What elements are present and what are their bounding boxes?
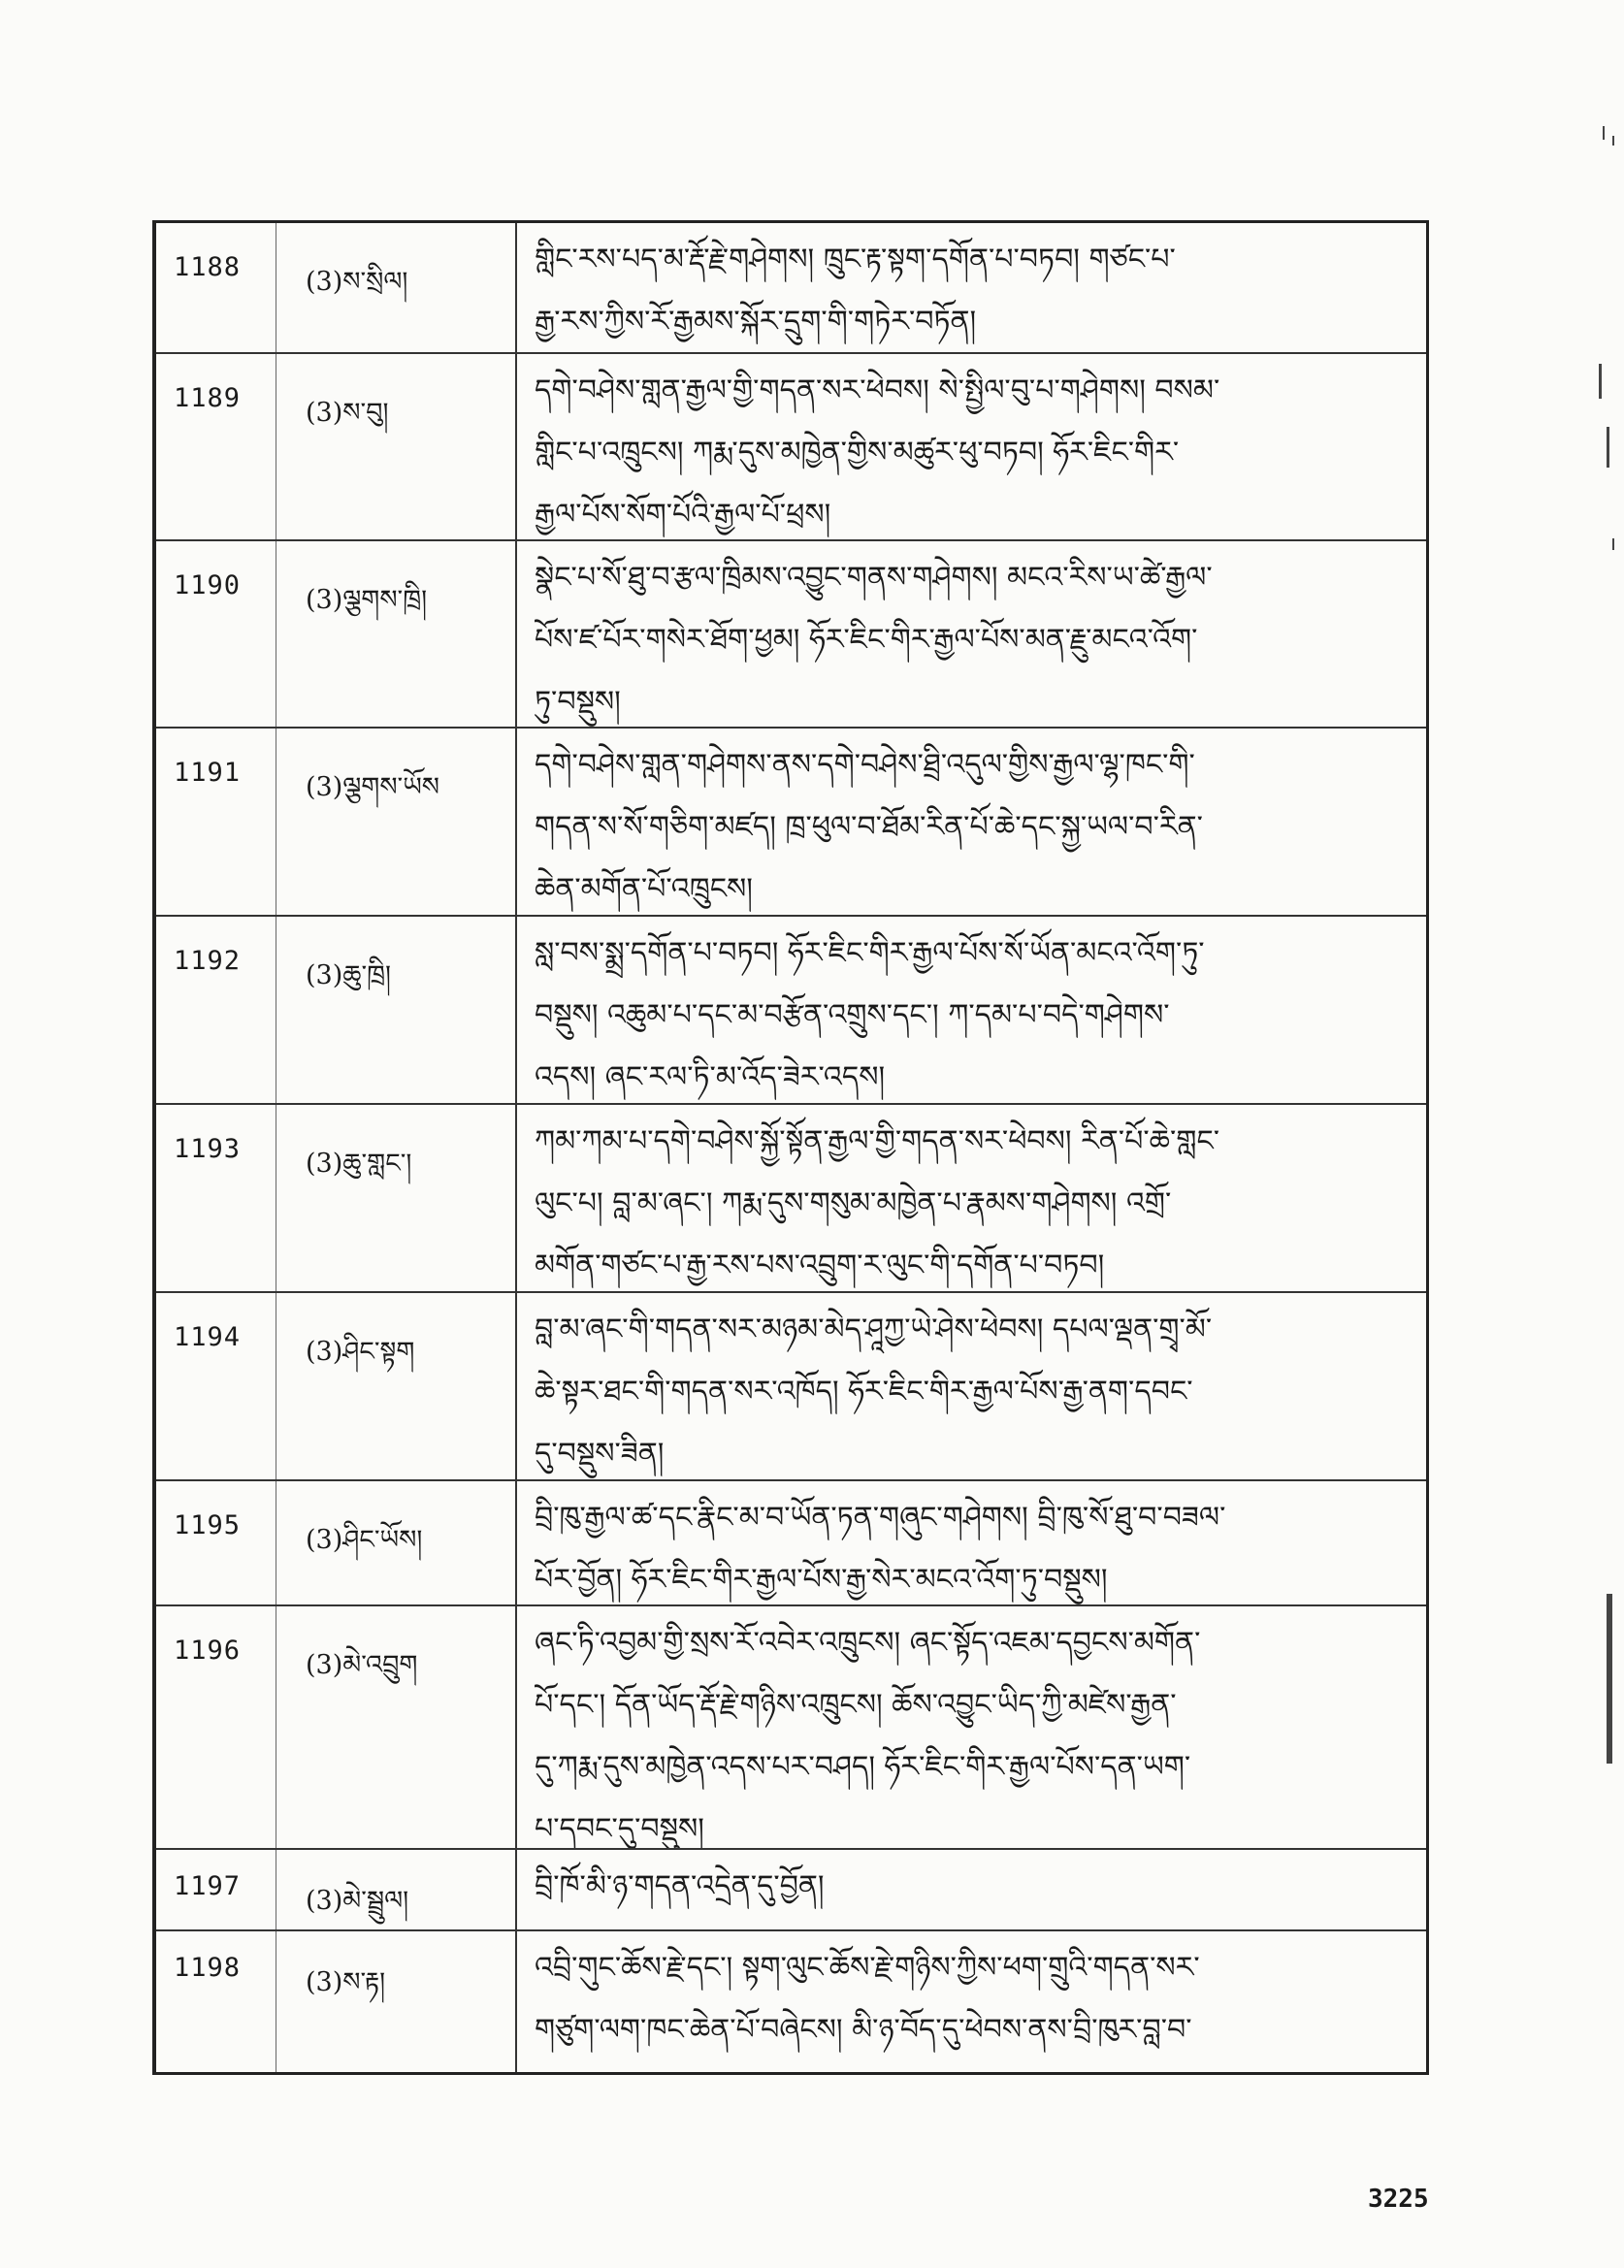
- event-description: [517, 1850, 1426, 1929]
- event-line: འདས། ཞང་རལ་ཏི་མ་འོད་ཟེར་འདས།: [535, 1060, 886, 1094]
- year-number: 1192: [156, 917, 276, 1103]
- year-name: (3)ས་སྲིལ།: [276, 223, 517, 352]
- year-number: 1194: [156, 1293, 276, 1479]
- year-name: (3)མེ་འབྲུག: [276, 1606, 517, 1848]
- event-description: [517, 1931, 1426, 2072]
- table-row: [156, 1293, 1426, 1481]
- event-description: [517, 1606, 1426, 1848]
- page-number: 3225: [1368, 2185, 1429, 2214]
- event-description: [517, 1481, 1426, 1604]
- table-row: [156, 354, 1426, 541]
- scan-margin-mark: [1599, 364, 1602, 399]
- event-description: [517, 1105, 1426, 1291]
- event-description: [517, 354, 1426, 539]
- event-line: གཙུག་ལག་ཁང་ཆེན་པོ་བཞེངས། མི་ཉ་བོད་དུ་ཕེབས་ནས་བྲི་ཁུར་བླ་བ་: [535, 2013, 1192, 2047]
- table-row: [156, 1606, 1426, 1850]
- table-row: [156, 1931, 1426, 2072]
- event-line: ཞང་ཏི་འབྱམ་གྱི་སྲས་ཪོ་འབེར་འཁྲུངས། ཞང་སྟོད་འཇམ་དབྱངས་མགོན་: [535, 1626, 1201, 1660]
- year-name: (3)ཤིང་ཡོས།: [276, 1481, 517, 1604]
- event-description: [517, 223, 1426, 352]
- scan-margin-mark: [1607, 1594, 1612, 1764]
- year-number: 1190: [156, 541, 276, 727]
- event-line: དུ་བསྡུས་ཟིན།: [535, 1437, 665, 1471]
- event-line: མགོན་གཙང་པ་རྒྱ་རས་པས་འབྲུག་ར་ལུང་གི་དགོན་པ་བཏབ།: [535, 1248, 1105, 1282]
- year-name: (3)ཤིང་སྟག: [276, 1293, 517, 1479]
- table-row: [156, 1105, 1426, 1293]
- event-line: པོ་དང་། དོན་ཡོད་རྡོ་རྗེ་གཉིས་འཁྲུངས། ཆོས་འབྱུང་ཡིད་ཀྱི་མཛེས་རྒྱན་: [535, 1688, 1177, 1722]
- event-line: པ་དབང་དུ་བསྡུས།: [535, 1812, 704, 1846]
- event-line: བྲི་ཁུ་རྒྱལ་ཚ་དང་རྣིང་མ་བ་ཡོན་ཏན་གཞུང་གཤེགས། བྲི་ཁུ་སོ་ཐུ་བ་བཟལ་: [535, 1501, 1226, 1535]
- event-line: བྲི་ཁོ་མི་ཉ་གདན་འདྲེན་དུ་བྱོན།: [535, 1869, 825, 1903]
- scan-margin-mark: [1607, 427, 1609, 468]
- table-row: [156, 729, 1426, 917]
- year-name: (3)ཆུ་གླང་།: [276, 1105, 517, 1291]
- year-name: (3)ཆུ་ཁྲི།: [276, 917, 517, 1103]
- event-line: ཏུ་བསྡུས།: [535, 685, 621, 719]
- table-row: [156, 541, 1426, 729]
- year-number: 1189: [156, 354, 276, 539]
- event-line: སྣེང་པ་སོ་ཐུ་བ་རྩལ་ཁྲིམས་འབྱུང་གནས་གཤེགས། མངའ་རིས་ཡ་ཚེ་རྒྱལ་: [535, 561, 1213, 595]
- chronology-table: [152, 220, 1429, 2075]
- event-line: གདན་ས་སོ་གཅིག་མཛད། ཁྲ་ཕུལ་བ་ཐོམ་རིན་པོ་ཆེ་དང་སྐྱ་ཡལ་བ་རིན་: [535, 810, 1203, 844]
- year-number: 1193: [156, 1105, 276, 1291]
- event-line: བསྡུས། འཆུམ་པ་དང་མ་བརྩོན་འགྲུས་དང་། ཀ་དམ་པ་བདེ་གཤེགས་: [535, 998, 1170, 1032]
- event-line: དགེ་བཤེས་གླན་གཤེགས་ནས་དགེ་བཤེས་ཐྲི་འདུལ་གྱིས་རྒྱལ་ལྷ་ཁང་གི་: [535, 748, 1195, 782]
- event-line: ཀམ་ཀམ་པ་དགེ་བཤེས་སྐྱོ་སྟོན་རྒྱལ་གྱི་གདན་སར་ཕེབས། རིན་པོ་ཆེ་གླང་: [535, 1124, 1220, 1158]
- event-description: [517, 1293, 1426, 1479]
- table-row: [156, 223, 1426, 354]
- event-line: གླིང་པ་འཁྲུངས། ཀརྨ་དུས་མཁྱེན་གྱིས་མཚུར་ཕུ་བཏབ། ཧོར་ཇིང་གིར་: [535, 436, 1180, 470]
- table-row: [156, 917, 1426, 1105]
- event-line: རྒྱ་རས་ཀྱིས་ཪོ་རྒྱམས་སྐོར་དྲུག་གི་གཏེར་བཏོན།: [535, 305, 977, 339]
- event-line: དགེ་བཤེས་གླན་རྒྱལ་གྱི་གདན་སར་ཕེབས། སེ་སྤྱིལ་བུ་པ་གཤེགས། བསམ་: [535, 373, 1220, 407]
- event-description: [517, 917, 1426, 1103]
- event-line: གླིང་རས་པད་མ་རྡོ་རྗེ་གཤེགས། ཁྲུང་རྟ་སྟག་དགོན་པ་བཏབ། གཙང་པ་: [535, 243, 1176, 276]
- event-line: ཆེ་སྟར་ཐང་གི་གདན་སར་འཁོད། ཧོར་ཇིང་གིར་རྒྱལ་པོས་རྒྱ་ནག་དབང་: [535, 1375, 1193, 1409]
- year-name: (3)མེ་སྦྲུལ།: [276, 1850, 517, 1929]
- scan-margin-mark: [1612, 538, 1614, 550]
- event-line: ལུང་པ། བླ་མ་ཞང་། ཀརྨ་དུས་གསུམ་མཁྱེན་པ་རྣམས་གཤེགས། འགྲོ་: [535, 1186, 1172, 1220]
- event-line: པོར་བྱོན། ཧོར་ཇིང་གིར་རྒྱལ་པོས་རྒྱ་སེར་མངའ་འོག་ཏུ་བསྡུས།: [535, 1563, 1108, 1597]
- event-line: པོས་ཛ་པོར་གསེར་ཐོག་ཕྱམ། ཧོར་ཇིང་གིར་རྒྱལ་པོས་མན་རྗུ་མངའ་འོག་: [535, 623, 1198, 657]
- table-row: [156, 1481, 1426, 1606]
- year-number: 1197: [156, 1850, 276, 1929]
- year-name: (3)ས་རྟ།: [276, 1931, 517, 2072]
- year-number: 1198: [156, 1931, 276, 2072]
- year-number: 1195: [156, 1481, 276, 1604]
- event-description: [517, 729, 1426, 915]
- event-line: དུ་ཀརྨ་དུས་མཁྱེན་འདས་པར་བཤད། ཧོར་ཇིང་གིར་རྒྱལ་པོས་དན་ཡག་: [535, 1750, 1191, 1784]
- year-number: 1196: [156, 1606, 276, 1848]
- year-number: 1191: [156, 729, 276, 915]
- table-row: [156, 1850, 1426, 1931]
- event-line: བླ་མ་ཞང་གི་གདན་སར་མཉམ་མེད་ཤཱཀྱ་ཡེ་ཤེས་ཕེབས། དཔལ་ལྡན་གྲྭ་མོ་: [535, 1312, 1213, 1346]
- year-name: (3)ལྕགས་ཁྲི།: [276, 541, 517, 727]
- event-line: སླ་བས་སྨྲ་དགོན་པ་བཏབ། ཧོར་ཇིང་གིར་རྒྱལ་པོས་སོ་ཡོན་མངའ་འོག་ཏུ་: [535, 936, 1205, 970]
- event-line: འབྲི་གུང་ཆོས་རྗེ་དང་། སྟག་ལུང་ཆོས་རྗེ་གཉིས་ཀྱིས་ཕག་གྲུའི་གདན་སར་: [535, 1951, 1200, 1985]
- scan-margin-mark: [1612, 136, 1614, 146]
- event-line: རྒྱལ་པོས་སོག་པོའི་རྒྱལ་པོ་ཕྲས།: [535, 498, 831, 532]
- event-description: [517, 541, 1426, 727]
- year-number: 1188: [156, 223, 276, 352]
- year-name: (3)ས་བུ།: [276, 354, 517, 539]
- year-name: (3)ལྕགས་ཡོས: [276, 729, 517, 915]
- event-line: ཆེན་མགོན་པོ་འཁྲུངས།: [535, 872, 753, 906]
- scan-margin-mark: [1603, 126, 1605, 140]
